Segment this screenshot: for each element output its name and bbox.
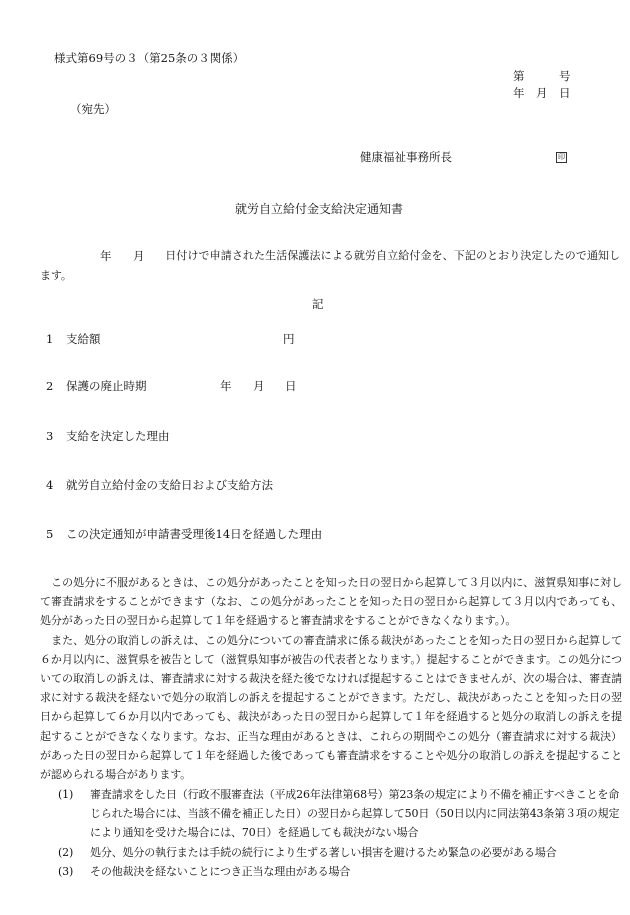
section-1-unit: 円 xyxy=(283,332,295,346)
document-title: 就労自立給付金支給決定通知書 xyxy=(235,202,404,216)
section-5-number: 5 xyxy=(46,527,54,541)
addressee: （宛先） xyxy=(70,102,116,116)
seal-mark: 印 xyxy=(558,153,565,161)
section-5-label: この決定通知が申請書受理後14日を経過した理由 xyxy=(66,527,323,541)
issuer-office: 健康福祉事務所長 xyxy=(360,150,452,164)
exception-list xyxy=(40,785,622,881)
section-4-number: 4 xyxy=(46,478,54,492)
section-3-number: 3 xyxy=(46,429,54,443)
document-number: 第 号 xyxy=(513,69,571,83)
form-number: 様式第69号の３（第25条の３関係） xyxy=(54,51,245,65)
section-2-day: 日 xyxy=(285,379,297,393)
issue-date: 年 月 日 xyxy=(513,86,571,100)
section-3-label: 支給を決定した理由 xyxy=(66,429,170,443)
intro-month: 月 xyxy=(133,249,145,263)
appeal-notice xyxy=(40,573,622,784)
list-item: (1) 審査請求をした日（行政不服審査法（平成26年法律第68号）第23条の規定により不備を補正すべきことを命じられた場合には、当該不備を補正した日）の翌日から起算して50日（50日以内に同法第43条第３項の規定により通知を受けた場合には、70日）を経過しても裁決がない場合 xyxy=(58,788,620,840)
ki-heading: 記 xyxy=(312,297,324,311)
appeal-paragraph-2: また、処分の取消しの訴えは、この処分についての審査請求に係る裁決があったことを知った日の翌日から起算して６か月以内に、滋賀県を被告として（滋賀県知事が被告の代表者となります。）提起することができます。この処分についての取消しの訴えは、審査請求に対する裁決を経た後でなければ提起することはできませんが、次の場合は、審査請求に対する裁決を経ないで処分の取消しの訴えを提起することができます。ただし、裁決があったことを知った日の翌日から起算して６か月以内であっても、裁決があった日の翌日から起算して１年を経過すると処分の取消しの訴えを提起することができなくなります。なお、正当な理由があるときは、これらの期間やこの処分（審査請求に対する裁決）があった日の翌日から起算して１年を経過した後であっても審査請求をすることや処分の取消しの訴えを提起することが認められる場合があります。 xyxy=(40,633,622,782)
section-2-number: 2 xyxy=(46,379,54,393)
intro-text: 日付けで申請された生活保護法による就労自立給付金を、下記のとおり決定したので通知します。 xyxy=(40,249,620,282)
intro-year: 年 xyxy=(100,249,112,263)
section-1-number: 1 xyxy=(46,332,54,346)
section-4-label: 就労自立給付金の支給日および支給方法 xyxy=(66,478,273,492)
section-2-month: 月 xyxy=(253,379,265,393)
section-1-label: 支給額 xyxy=(66,332,101,346)
list-item: (3) その他裁決を経ないことにつき正当な理由がある場合 xyxy=(58,864,351,878)
section-2-label: 保護の廃止時期 xyxy=(66,379,147,393)
appeal-paragraph-1: この処分に不服があるときは、この処分があったことを知った日の翌日から起算して３月以内に、滋賀県知事に対して審査請求をすることができます（なお、この処分があったことを知った日の翌日から起算して３月以内であっても、処分があった日の翌日から起算して１年を経過すると審査請求をすることができなくなります。）。 xyxy=(40,576,622,628)
section-2-year: 年 xyxy=(220,379,232,393)
list-item: (2) 処分、処分の執行または手続の続行により生ずる著しい損害を避けるため緊急の必要がある場合 xyxy=(58,845,557,859)
